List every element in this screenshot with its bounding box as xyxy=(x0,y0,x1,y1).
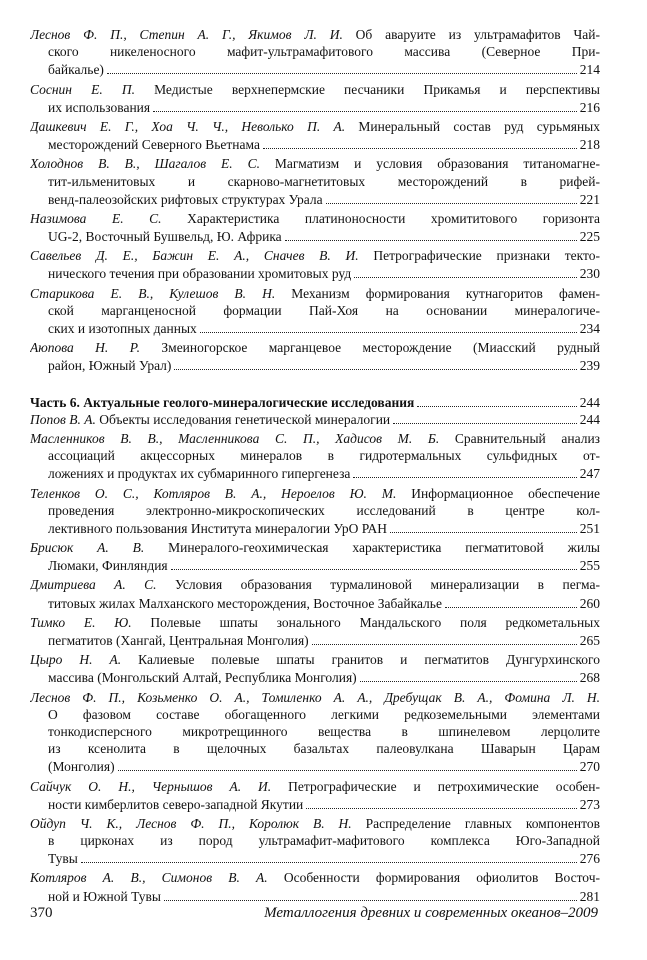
toc-entry-line: тит-ильменитовых и скарново-магнетитовых месторождений в рифей- xyxy=(48,173,600,189)
toc-entry-text: ложениях и продуктах их субмаринного гипергенеза xyxy=(48,466,351,482)
toc-entry-last-line xyxy=(30,594,600,611)
toc-page-number: 244 xyxy=(579,411,600,427)
toc-entry-line: Сайчук О. Н., Чернышов А. И. Петрографические и петрохимические особен- xyxy=(30,778,600,794)
dot-leader xyxy=(312,631,577,645)
toc-page-number: 247 xyxy=(579,466,600,482)
dot-leader xyxy=(285,227,577,241)
toc-entry xyxy=(30,339,600,373)
journal-title: Металлогения древних и современных океанов–2009 xyxy=(264,905,598,921)
toc-entry-last-line xyxy=(30,98,600,115)
toc-entry-last-line xyxy=(30,668,600,685)
toc-entry-line: Брисюк А. В. Минералого-геохимическая характеристика пегматитовой жилы xyxy=(30,540,600,556)
toc-entry-last-line xyxy=(30,887,600,904)
dot-leader xyxy=(445,594,577,608)
dot-leader xyxy=(200,319,577,333)
table-of-contents xyxy=(30,26,600,907)
toc-entry-last-line xyxy=(30,135,600,152)
toc-page-number: 273 xyxy=(579,796,600,812)
toc-entry-last-line xyxy=(30,410,600,427)
toc-entry-last-line xyxy=(30,464,600,481)
toc-page-number: 255 xyxy=(579,558,600,574)
toc-entry-line: Соснин Е. П. Медистые верхнепермские песчаники Прикамья и перспективы xyxy=(30,81,600,97)
toc-page-number: 234 xyxy=(579,321,600,336)
toc-page-number: 214 xyxy=(579,62,600,78)
dot-leader xyxy=(118,757,577,771)
toc-entry-last-line xyxy=(30,60,600,77)
toc-page-number: 276 xyxy=(579,851,600,867)
part-title: Часть 6. Актуальные геолого-минералогические исследования xyxy=(30,394,415,410)
toc-entry xyxy=(30,210,600,244)
toc-entry-line: Цыро Н. А. Калиевые полевые шпаты гранитов и пегматитов Дунгурхинского xyxy=(30,652,600,668)
toc-entry-last-line xyxy=(30,319,600,336)
toc-entry-text: ной и Южной Тувы xyxy=(48,888,161,904)
toc-entry-text: месторождений Северного Вьетнама xyxy=(48,137,260,153)
toc-page-number: 221 xyxy=(579,191,600,207)
toc-page-number: 251 xyxy=(579,520,600,536)
toc-entry-text: Тувы xyxy=(48,851,78,867)
toc-entry xyxy=(30,539,600,573)
toc-entry-line: Масленников В. В., Масленникова С. П., Хадисов М. Б. Сравнительный анализ xyxy=(30,430,600,446)
toc-entry-last-line xyxy=(30,264,600,281)
toc-page-number: 265 xyxy=(579,633,600,648)
toc-page-number: 239 xyxy=(579,358,600,374)
toc-entry-line: Старикова Е. В., Кулешов В. Н. Механизм формирования кутнагоритов фамен- xyxy=(30,285,600,301)
page-number: 370 xyxy=(30,905,53,921)
toc-entry-line: Дмитриева А. С. Условия образования турмалиновой минерализации в пегма- xyxy=(30,577,600,593)
toc-entry xyxy=(30,26,600,78)
toc-entry-line: Леснов Ф. П., Козьменко О. А., Томиленко А. А., Дребущак В. А., Фомина Л. Н. xyxy=(30,689,600,705)
part-page-number: 244 xyxy=(579,394,600,410)
section-gap xyxy=(30,377,600,393)
toc-entry xyxy=(30,869,600,903)
toc-entry-line: Холоднов В. В., Шагалов Е. С. Магматизм и условия образования титаномагне- xyxy=(30,156,600,172)
toc-entry-line: Тимко Е. Ю. Полевые шпаты зонального Мандальского поля редкометальных xyxy=(30,614,600,630)
toc-page-number: 270 xyxy=(579,759,600,775)
dot-leader xyxy=(171,556,577,570)
toc-entry-last-line xyxy=(30,356,600,373)
toc-entry-text: нического течения при образовании хромитовых руд xyxy=(48,266,352,282)
toc-entry xyxy=(30,614,600,648)
toc-entry-line: О фазовом составе обогащенного легкими редкоземельными элементами xyxy=(48,706,600,722)
toc-entry-last-line xyxy=(30,519,600,536)
toc-entry-line: тонкодисперсного микротрещинного вещества в шпинелевом лерцолите xyxy=(48,723,600,739)
toc-entry-text: титовых жилах Малханского месторождения, Восточное Забайкалье xyxy=(48,595,442,611)
toc-entry-line: Аюпова Н. Р. Змеиногорское марганцевое месторождение (Миасский рудный xyxy=(30,340,600,356)
toc-entry xyxy=(30,815,600,867)
toc-entry xyxy=(30,81,600,115)
toc-entry-last-line xyxy=(30,190,600,207)
dot-leader xyxy=(263,135,577,149)
toc-entry xyxy=(30,247,600,281)
toc-entry xyxy=(30,689,600,775)
toc-entry xyxy=(30,651,600,685)
dot-leader xyxy=(164,887,577,901)
toc-entry-line: Ойдуп Ч. К., Леснов Ф. П., Королюк В. Н. Распределение главных компонентов xyxy=(30,815,600,831)
toc-entry-last-line xyxy=(30,795,600,812)
toc-entry xyxy=(30,118,600,152)
toc-entry-text: Люмаки, Финляндия xyxy=(48,558,168,574)
toc-entry-line: Леснов Ф. П., Степин А. Г., Якимов Л. И. Об аваруите из ультрамафитов Чай- xyxy=(30,27,600,42)
toc-entry-last-line xyxy=(30,556,600,573)
toc-page-number: 230 xyxy=(579,266,600,282)
toc-entry-line: ского никеленосного мафит-ультрамафитового массива (Северное При- xyxy=(48,44,600,60)
toc-entry-text: UG-2, Восточный Бушвельд, Ю. Африка xyxy=(48,229,282,245)
toc-entry-line: Котляров А. В., Симонов В. А. Особенности формирования офиолитов Восточ- xyxy=(30,870,600,886)
toc-entry xyxy=(30,576,600,610)
toc-page-number: 260 xyxy=(579,595,600,611)
page-footer xyxy=(30,905,598,922)
toc-entry-text: массива (Монгольский Алтай, Республика Монголия) xyxy=(48,670,357,686)
dot-leader xyxy=(174,356,576,370)
toc-entry-text: (Монголия) xyxy=(48,759,115,775)
toc-entry-line: Теленков О. С., Котляров В. А., Нероелов Ю. М. Информационное обеспечение xyxy=(30,485,600,501)
toc-entry-text: район, Южный Урал) xyxy=(48,358,172,374)
toc-page-number: 281 xyxy=(579,888,600,904)
toc-entry-text: пегматитов (Хангай, Центральная Монголия) xyxy=(48,633,309,648)
toc-entry xyxy=(30,778,600,812)
toc-entry-text: Попов В. А. Объекты исследования генетической минералогии xyxy=(30,411,391,427)
dot-leader xyxy=(393,410,577,424)
toc-entry-last-line xyxy=(30,631,600,648)
dot-leader xyxy=(306,795,576,809)
dot-leader xyxy=(354,264,577,278)
dot-leader xyxy=(390,519,577,533)
toc-entry-line: из ксенолита в щелочных базальтах палеовулкана Шаварын Царам xyxy=(48,741,600,757)
dot-leader xyxy=(417,393,576,407)
toc-entry-line: Назимова Е. С. Характеристика платиноносности хромититового горизонта xyxy=(30,210,600,226)
dot-leader xyxy=(326,190,577,204)
toc-entry-line: Дашкевич Е. Г., Хоа Ч. Ч., Неволько П. А. Минеральный состав руд сурьмяных xyxy=(30,118,600,134)
toc-entry-line: ской марганценосной формации Пай-Хоя на основании минералогиче- xyxy=(48,302,600,318)
toc-entry-text: венд-палеозойских рифтовых структурах Урала xyxy=(48,191,323,207)
toc-page-number: 268 xyxy=(579,670,600,686)
toc-entry-last-line xyxy=(30,227,600,244)
toc-entry-line: Савельев Д. Е., Бажин Е. А., Сначев В. И. Петрографические признаки текто- xyxy=(30,248,600,264)
toc-entry-last-line xyxy=(30,757,600,774)
toc-entry xyxy=(30,410,600,427)
toc-entry-line: ассоциаций акцессорных минералов в гидротермальных сульфидных от- xyxy=(48,448,600,464)
toc-entry xyxy=(30,285,600,337)
toc-entry-text: их использования xyxy=(48,99,151,115)
toc-page-number: 225 xyxy=(579,229,600,245)
dot-leader xyxy=(81,849,577,863)
dot-leader xyxy=(353,464,576,478)
toc-entry xyxy=(30,485,600,537)
toc-entry-text: лективного пользования Института минералогии УрО РАН xyxy=(48,520,388,536)
toc-page-number: 218 xyxy=(579,137,600,153)
dot-leader xyxy=(360,668,577,682)
toc-entry-text: ских и изотопных данных xyxy=(48,321,197,336)
toc-entry-line: в цирконах из пород ультрамафит-мафитового комплекса Юго-Западной xyxy=(48,833,600,849)
toc-entry xyxy=(30,430,600,482)
toc-entry-last-line xyxy=(30,849,600,866)
toc-entry-text: байкалье) xyxy=(48,62,104,78)
toc-entry-line: проведения электронно-микроскопических исследований в центре кол- xyxy=(48,502,600,518)
dot-leader xyxy=(107,60,577,74)
toc-entry-text: ности кимберлитов северо-западной Якутии xyxy=(48,796,304,812)
toc-page-number: 216 xyxy=(579,99,600,115)
part-heading xyxy=(30,393,600,410)
dot-leader xyxy=(153,98,577,112)
toc-entry xyxy=(30,155,600,207)
